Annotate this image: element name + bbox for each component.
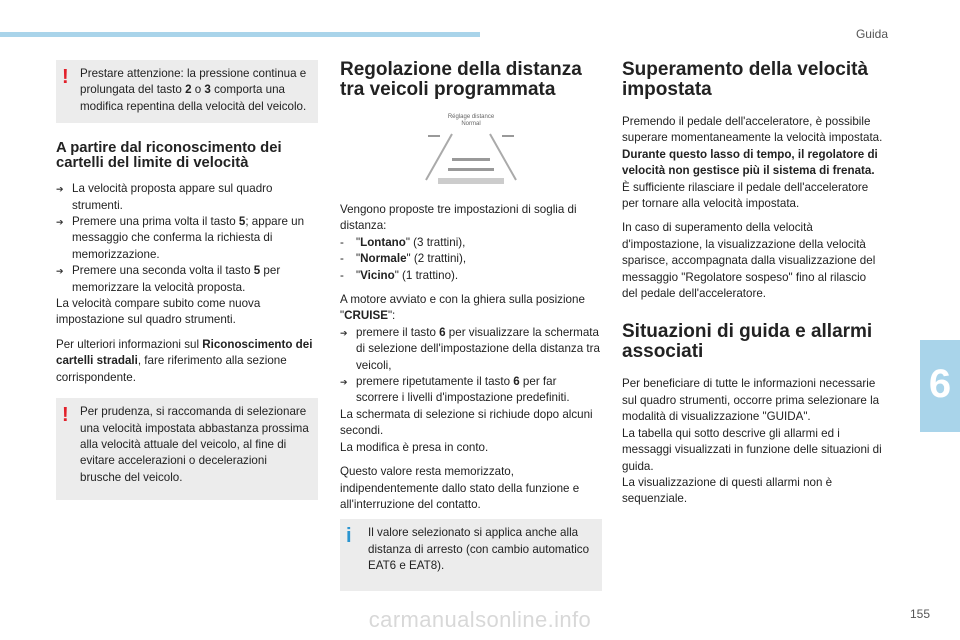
list-item: ➔ Premere una seconda volta il tasto 5 per memorizzare la velocità proposta. <box>56 263 318 296</box>
section-heading: Regolazione della distanza tra veicoli programmata <box>340 59 582 100</box>
distance-display-image <box>414 114 528 188</box>
column-left <box>56 60 318 500</box>
distance-options <box>340 235 602 284</box>
warning-icon: ! <box>62 66 69 88</box>
warning-text: Per prudenza, si raccomanda di selezionare una velocità impostata abbastanza prossima alla velocità attuale del veicolo, al fine di evitare accelerazioni o decelerazioni brusche del veicolo. <box>80 405 309 484</box>
section-heading: A partire dal riconoscimento dei cartelli del limite di velocità <box>56 140 282 172</box>
paragraph: Questo valore resta memorizzato, indipendentemente dallo stato della funzione e all'interruzione del contatto. <box>340 465 580 511</box>
list-item: - "Vicino" (1 trattino). <box>340 268 602 284</box>
paragraph: La schermata di selezione si richiude dopo alcuni secondi. <box>340 407 593 438</box>
top-accent-bar <box>0 32 480 37</box>
paragraph: La modifica è presa in conto. <box>340 440 489 454</box>
info-icon: i <box>346 525 352 548</box>
watermark: carmanualsonline.info <box>368 607 592 632</box>
list-item: ➔ premere il tasto 6 per visualizzare la schermata di selezione dell'impostazione della distanza tra veicoli, <box>340 325 602 374</box>
paragraph: A motore avviato e con la ghiera sulla posizione "CRUISE": <box>340 293 585 323</box>
list-item: - "Lontano" (3 trattini), <box>340 235 602 251</box>
warning-text: Prestare attenzione: la pressione continua e prolungata del tasto 2 o 3 comporta una modifica repentina della velocità del veicolo. <box>80 67 307 113</box>
warning-icon: ! <box>62 404 69 427</box>
info-text: Il valore selezionato si applica anche alla distanza di arresto (con cambio automatico EAT6 e EAT8). <box>368 526 590 573</box>
road-distance-icon <box>414 128 528 186</box>
paragraph: Per beneficiare di tutte le informazioni necessarie sul quadro strumenti, occorre prima selezionare la modalità di visualizzazione "GUIDA". La tabella qui sotto descrive gli allarmi ed i messaggi visualizzati in funzione delle situazioni di guida. La visualizzazione di questi allarmi non è sequenziale. <box>622 377 882 506</box>
section-heading: Situazioni di guida e allarmi associati <box>622 321 873 363</box>
paragraph: Per ulteriori informazioni sul Riconoscimento dei cartelli stradali, fare riferimento alla sezione corrispondente. <box>56 337 313 384</box>
paragraph: Premendo il pedale dell'acceleratore, è possibile superare momentaneamente la velocità impostata. Durante questo lasso di tempo, il regolatore di velocità non gestisce più il sistema di frenata. È sufficiente rilasciare il pedale dell'acceleratore per tornare alla velocità impostata. <box>622 115 883 211</box>
column-right <box>622 60 884 516</box>
image-title: Réglage distance <box>447 114 495 120</box>
instruction-list <box>340 325 602 407</box>
chapter-tab: 6 <box>920 340 960 432</box>
list-item: - "Normale" (2 trattini), <box>340 251 602 267</box>
list-item: ➔ La velocità proposta appare sul quadro strumenti. <box>56 181 318 214</box>
paragraph: Vengono proposte tre impostazioni di soglia di distanza: <box>340 203 577 233</box>
info-box <box>340 519 602 590</box>
instruction-list <box>56 181 318 296</box>
page-number: 155 <box>909 607 930 621</box>
paragraph: In caso di superamento della velocità d'impostazione, la visualizzazione della velocità sparisce, accompagnata dalla visualizzazione del messaggio "Regolatore sospeso" fino al rilascio del pedale dell'acceleratore. <box>622 221 876 301</box>
list-item: ➔ premere ripetutamente il tasto 6 per far scorrere i livelli d'impostazione predefiniti. <box>340 374 602 407</box>
warning-box <box>56 60 318 123</box>
warning-box <box>56 398 318 500</box>
section-label: Guida <box>855 27 888 41</box>
list-item: ➔ Premere una prima volta il tasto 5; appare un messaggio che conferma la richiesta di memorizzazione. <box>56 214 318 263</box>
paragraph: La velocità compare subito come nuova impostazione sul quadro strumenti. <box>56 297 261 327</box>
section-heading: Superamento della velocità impostata <box>622 59 869 100</box>
image-subtitle: Normal <box>461 121 481 127</box>
column-middle <box>340 60 602 591</box>
